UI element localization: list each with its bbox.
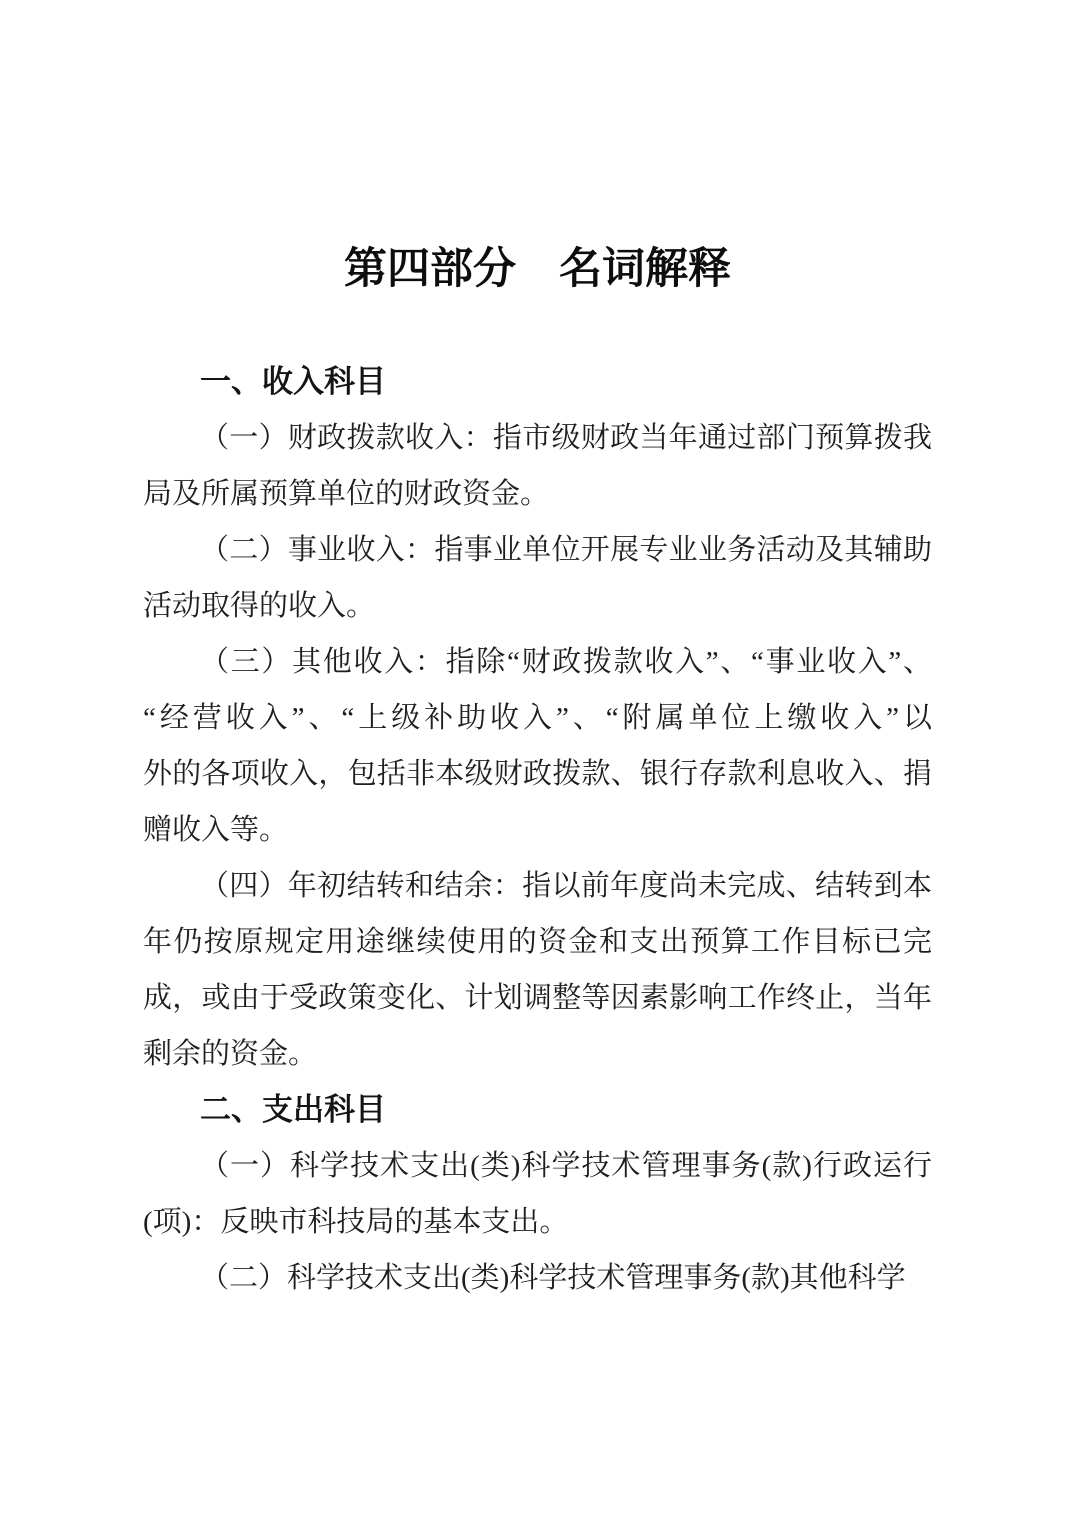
paragraph-line: （一）科学技术支出(类)科学技术管理事务(款)行政运行 bbox=[200, 1150, 932, 1182]
paragraph-line: （二）科学技术支出(类)科学技术管理事务(款)其他科学 bbox=[200, 1262, 906, 1294]
paragraph-line: (项)：反映市科技局的基本支出。 bbox=[143, 1206, 569, 1238]
paragraph-line: “经营收入”、“上级补助收入”、“附属单位上缴收入”以 bbox=[143, 702, 932, 734]
paragraph bbox=[143, 858, 932, 1082]
paragraph-line: （二）事业收入：指事业单位开展专业业务活动及其辅助 bbox=[200, 534, 932, 566]
paragraph-line: （四）年初结转和结余：指以前年度尚未完成、结转到本 bbox=[200, 870, 932, 902]
paragraph bbox=[143, 1250, 932, 1306]
section-heading: 二、支出科目 bbox=[200, 1092, 386, 1127]
paragraph bbox=[143, 1138, 932, 1250]
paragraph bbox=[143, 634, 932, 858]
paragraph-line: （三）其他收入：指除“财政拨款收入”、“事业收入”、 bbox=[200, 646, 932, 678]
paragraph-line: 赠收入等。 bbox=[143, 814, 289, 846]
document-title: 第四部分 名词解释 bbox=[344, 246, 731, 293]
paragraph-line: 活动取得的收入。 bbox=[143, 590, 376, 622]
paragraph bbox=[143, 410, 932, 522]
paragraph bbox=[143, 522, 932, 634]
section-heading: 一、收入科目 bbox=[200, 364, 386, 399]
paragraph-line: 年仍按原规定用途继续使用的资金和支出预算工作目标已完 bbox=[143, 926, 932, 958]
document-body bbox=[143, 354, 932, 1306]
paragraph-line: 局及所属预算单位的财政资金。 bbox=[143, 478, 550, 510]
paragraph-line: 外的各项收入，包括非本级财政拨款、银行存款利息收入、捐 bbox=[143, 758, 932, 790]
paragraph-line: （一）财政拨款收入：指市级财政当年通过部门预算拨我 bbox=[200, 422, 932, 454]
paragraph-line: 剩余的资金。 bbox=[143, 1038, 318, 1070]
paragraph-line: 成，或由于受政策变化、计划调整等因素影响工作终止，当年 bbox=[143, 982, 932, 1014]
